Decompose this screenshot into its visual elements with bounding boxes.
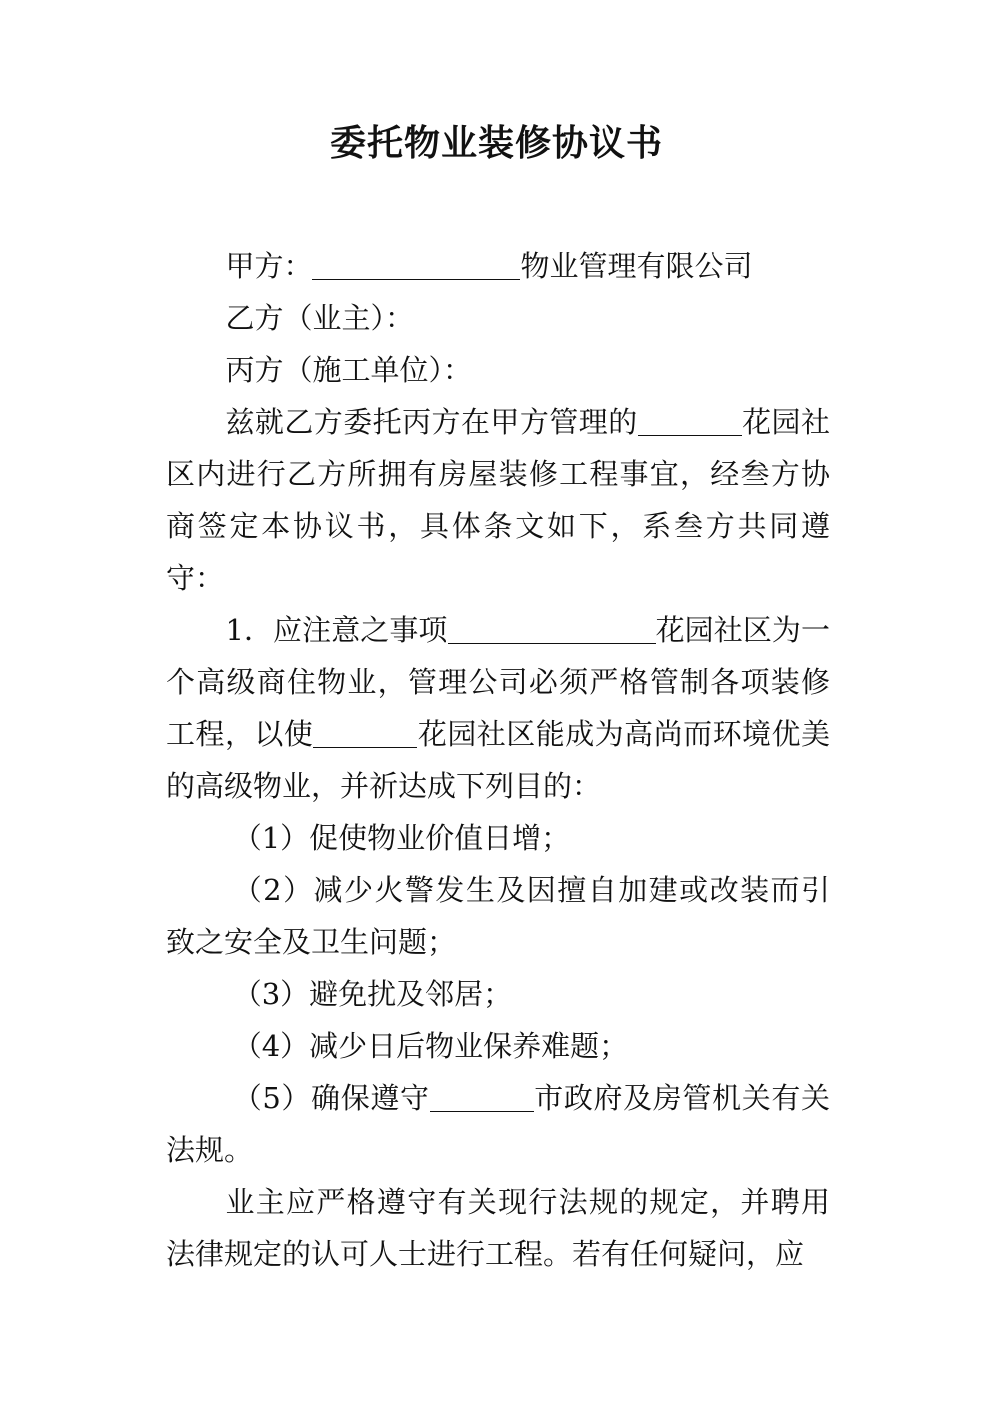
party-a-suffix: 物业管理有限公司 bbox=[520, 249, 753, 283]
intro-text-2: 花园社区内进行乙方所拥有房屋装修工程事宜，经叁方协商签定本协议书，具体条文如下，系叁方共同遵守： bbox=[166, 405, 830, 595]
intro-paragraph bbox=[166, 396, 830, 604]
list-item-4: （4）减少日后物业保养难题； bbox=[232, 1029, 629, 1063]
list-item-5-text-2: 市政府及房管机关有关法规。 bbox=[166, 1081, 830, 1167]
document-title: 委托物业装修协议书 bbox=[329, 123, 663, 164]
section-1-text-3: 花园社区能成为高尚而环境优美的高级物业，并祈达成下列目的： bbox=[166, 717, 830, 803]
list-item-1: （1）促使物业价值日增； bbox=[232, 821, 571, 855]
section-1-text-1: 1．应注意之事项 bbox=[225, 613, 448, 647]
party-a-label: 甲方： bbox=[225, 249, 313, 283]
party-a-blank bbox=[312, 249, 520, 280]
section-1-blank-2 bbox=[313, 717, 417, 748]
party-c-line: 丙方（施工单位）： bbox=[225, 353, 472, 387]
garden-name-blank bbox=[638, 405, 742, 436]
section-1-paragraph bbox=[166, 604, 830, 812]
section-1-text-2: 花园社区为一个高级商住物业，管理公司必须严格管制各项装修工程，以使 bbox=[166, 613, 830, 751]
section-1-blank-1 bbox=[448, 613, 656, 644]
closing-paragraph: 业主应严格遵守有关现行法规的规定，并聘用法律规定的认可人士进行工程。若有任何疑问，应 bbox=[166, 1185, 830, 1271]
party-b-line: 乙方（业主）： bbox=[225, 301, 414, 335]
list-item-5-text-1: （5）确保遵守 bbox=[232, 1081, 430, 1115]
city-blank bbox=[430, 1081, 534, 1112]
intro-text-1: 兹就乙方委托丙方在甲方管理的 bbox=[225, 405, 638, 439]
list-item-5 bbox=[166, 1072, 830, 1176]
document-body bbox=[166, 240, 830, 1280]
list-item-2: （2）减少火警发生及因擅自加建或改装而引致之安全及卫生问题； bbox=[166, 873, 830, 959]
party-a-line bbox=[166, 240, 830, 292]
list-item-3: （3）避免扰及邻居； bbox=[232, 977, 513, 1011]
